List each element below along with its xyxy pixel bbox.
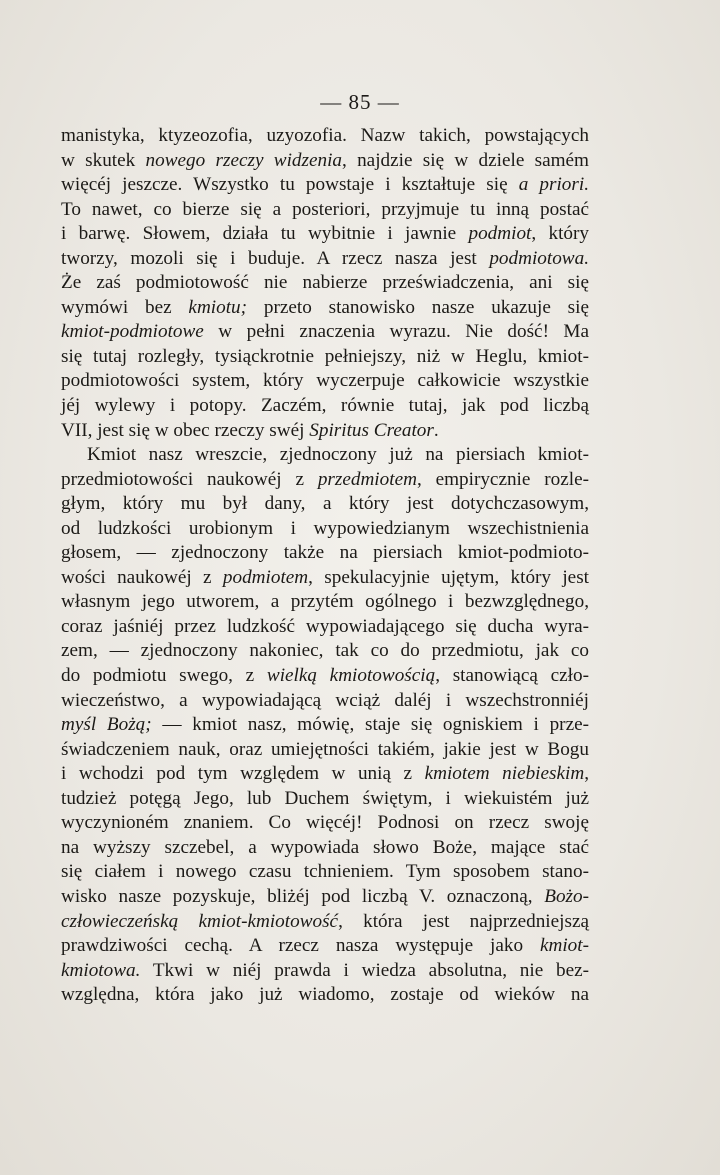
text-line xyxy=(61,689,589,714)
text-span: od ludzkości urobionym i wypowiedzianym wszechistnienia xyxy=(61,517,589,539)
text-span: więcéj jeszcze. Wszystko tu powstaje i kształtuje się xyxy=(61,174,519,196)
text-span: się tutaj rozległy, tysiąckrotnie pełniejszy, niż w Heglu, kmiot- xyxy=(61,345,589,367)
text-span: głym, który mu był dany, a który jest dotychczasowym, xyxy=(61,493,589,515)
text-line xyxy=(61,934,589,959)
text-line xyxy=(61,419,589,444)
text-line xyxy=(61,222,589,247)
text-line xyxy=(61,198,589,223)
text-span: Tkwi w niéj prawda i wiedza absolutna, nie bez- xyxy=(140,959,589,981)
italic-text: kmiot-podmiotowe xyxy=(61,321,204,343)
text-span: w pełni znaczenia wyrazu. Nie dość! Ma xyxy=(203,321,589,343)
text-line xyxy=(61,468,589,493)
italic-text: podmiotowa. xyxy=(489,247,589,269)
italic-text: przedmiotem xyxy=(317,468,417,490)
italic-text: Spiritus Creator xyxy=(309,419,434,441)
text-span: wieczeństwo, a wypowiadającą wciąż daléj i wszechstronniéj xyxy=(61,689,589,711)
text-line xyxy=(61,615,589,640)
text-line xyxy=(61,836,589,861)
text-line xyxy=(61,787,589,812)
text-span: i wchodzi pod tym względem w unią z xyxy=(61,763,425,785)
text-line xyxy=(61,271,589,296)
text-span: przedmiotowości naukowéj z xyxy=(61,468,318,490)
text-span: podmiotowości system, który wyczerpuje całkowicie wszystkie xyxy=(61,370,589,392)
italic-text: kmiotowa. xyxy=(61,959,141,981)
text-span: , najdzie się w dziele samém xyxy=(342,149,589,171)
text-line xyxy=(61,492,589,517)
text-line xyxy=(61,762,589,787)
text-line xyxy=(61,713,589,738)
italic-text: kmiotu; xyxy=(188,296,248,318)
text-line xyxy=(61,124,589,149)
text-line xyxy=(61,369,589,394)
text-span: wości naukowéj z xyxy=(61,566,223,588)
italic-text: kmiot- xyxy=(539,935,589,957)
text-line xyxy=(61,296,589,321)
text-span: . xyxy=(433,419,439,441)
text-span: prawdziwości cechą. A rzecz nasza występuje jako xyxy=(61,935,540,957)
text-span: względna, która jako już wiadomo, zostaje od wieków na xyxy=(61,984,589,1006)
text-line xyxy=(61,738,589,763)
text-span: wymówi bez xyxy=(61,296,189,318)
text-span: przeto stanowisko nasze ukazuje się xyxy=(247,296,589,318)
text-line xyxy=(61,443,589,468)
text-line xyxy=(61,149,589,174)
text-span: jéj wylewy i potopy. Zaczém, równie tutaj, jak pod liczbą xyxy=(61,395,589,417)
text-span: wyczynioném znaniem. Co więcéj! Podnosi on rzecz swoję xyxy=(61,812,589,834)
body-text xyxy=(61,124,589,1008)
text-span: wisko nasze pozyskuje, bliżéj pod liczbą V. oznaczoną, xyxy=(61,885,545,907)
text-span: własnym jego utworem, a przytém ogólnego i bezwzględnego, xyxy=(61,591,589,613)
text-line xyxy=(61,983,589,1008)
text-line xyxy=(61,517,589,542)
text-line xyxy=(61,394,589,419)
text-line xyxy=(61,811,589,836)
text-line xyxy=(61,910,589,935)
italic-text: kmiotem niebieskim xyxy=(424,763,585,785)
text-span: coraz jaśniéj przez ludzkość wypowiadającego się ducha wyra- xyxy=(61,615,589,637)
italic-text: podmiotem xyxy=(222,566,309,588)
text-line xyxy=(61,959,589,984)
page-number: — 85 — xyxy=(320,90,400,114)
text-span: Kmiot nasz wreszcie, zjednoczony już na piersiach kmiot- xyxy=(87,444,589,466)
text-line xyxy=(61,566,589,591)
text-span: w skutek xyxy=(61,149,146,171)
text-line xyxy=(61,320,589,345)
text-line xyxy=(61,639,589,664)
italic-text: myśl Bożą; xyxy=(61,714,152,736)
italic-text: człowieczeńską kmiot-kmiotowość xyxy=(61,910,339,932)
text-line xyxy=(61,664,589,689)
text-span: , xyxy=(584,763,589,785)
text-line xyxy=(61,541,589,566)
text-span: tudzież potęgą Jego, lub Duchem świętym, i wiekuistém już xyxy=(61,787,589,809)
text-line xyxy=(61,345,589,370)
text-span: tworzy, mozoli się i buduje. A rzecz nasza jest xyxy=(61,247,490,269)
text-span: głosem, — zjednoczony także na piersiach kmiot-podmioto- xyxy=(61,542,589,564)
italic-text: wielką kmiotowością xyxy=(266,665,436,687)
text-span: i barwę. Słowem, działa tu wybitnie i jawnie xyxy=(61,223,469,245)
text-span: się ciałem i nowego czasu tchnieniem. Tym sposobem stano- xyxy=(61,861,589,883)
italic-text: Bożo- xyxy=(544,885,589,907)
italic-text: podmiot xyxy=(468,223,532,245)
text-line xyxy=(61,590,589,615)
text-span: manistyka, ktyzeozofia, uzyozofia. Nazw takich, powstających xyxy=(61,125,589,146)
text-line xyxy=(61,885,589,910)
text-span: na wyższy szczebel, a wypowiada słowo Boże, mające stać xyxy=(61,836,589,858)
text-span: do podmiotu swego, z xyxy=(61,665,267,687)
text-span: świadczeniem nauk, oraz umiejętności takiém, jakie jest w Bogu xyxy=(61,738,589,760)
italic-text: a priori. xyxy=(518,174,589,196)
text-span: , spekulacyjnie ujętym, który jest xyxy=(308,566,589,588)
text-span: , stanowiącą czło- xyxy=(435,665,589,687)
text-span: , empirycznie rozle- xyxy=(416,468,589,490)
text-line xyxy=(61,247,589,272)
text-span: — kmiot nasz, mówię, staje się ogniskiem i prze- xyxy=(151,714,589,736)
text-line xyxy=(61,860,589,885)
text-line xyxy=(61,173,589,198)
italic-text: nowego rzeczy widzenia xyxy=(145,149,342,171)
text-span: VII, jest się w obec rzeczy swéj xyxy=(61,419,310,441)
text-span: , który xyxy=(531,223,589,245)
text-span: To nawet, co bierze się a posteriori, przyjmuje tu inną postać xyxy=(61,198,589,220)
text-span: , która jest najprzedniejszą xyxy=(338,910,589,932)
text-span: Że zaś podmiotowość nie nabierze przeświadczenia, ani się xyxy=(61,272,589,294)
text-span: zem, — zjednoczony nakoniec, tak co do przedmiotu, jak co xyxy=(61,640,589,662)
